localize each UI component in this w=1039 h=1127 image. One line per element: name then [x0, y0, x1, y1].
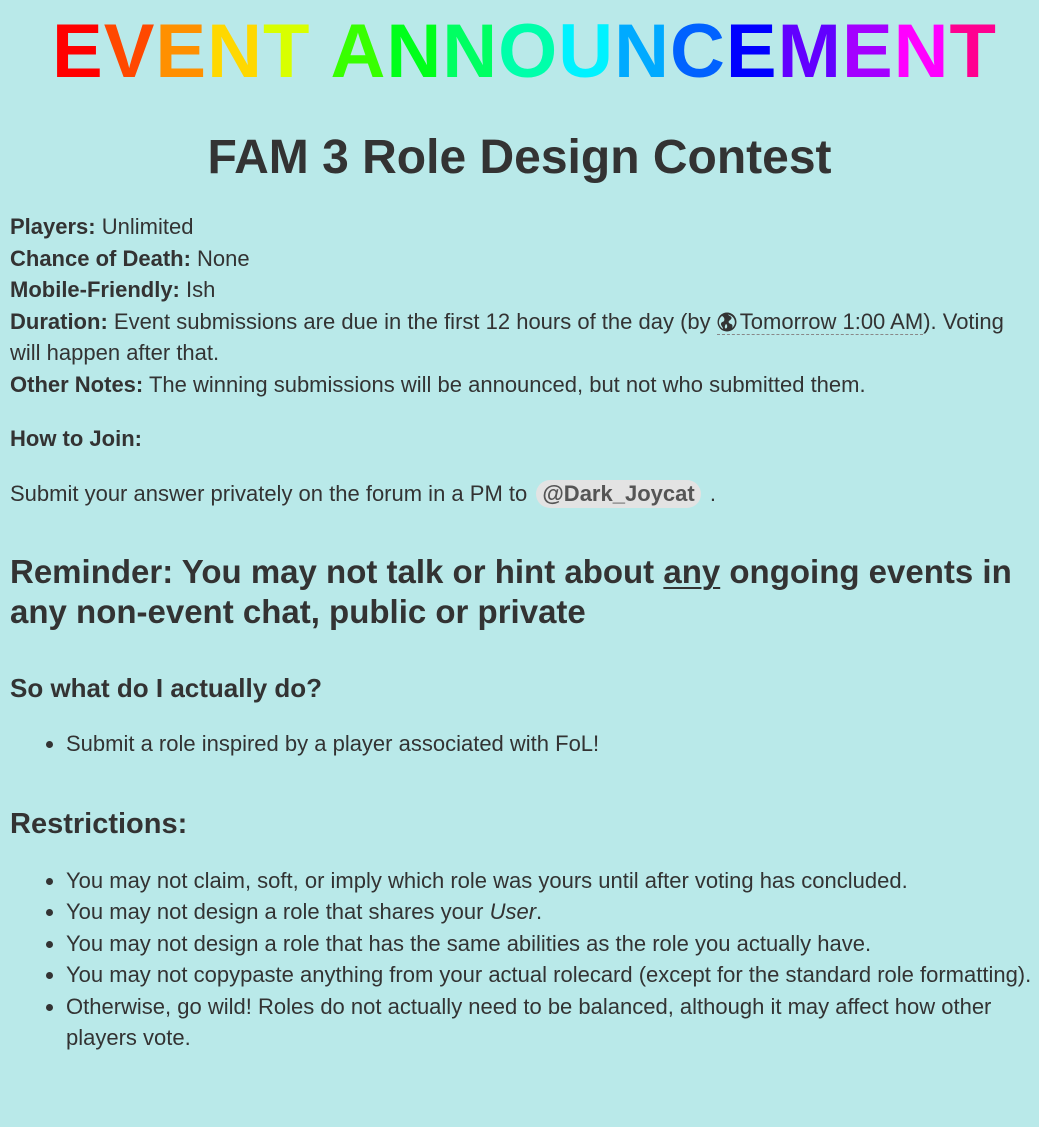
- reminder-text-after: ongoing events in any non-event chat, public or private: [10, 553, 1012, 630]
- banner-letter: A: [330, 9, 387, 94]
- banner-letter: O: [498, 9, 559, 94]
- duration-label: Duration:: [10, 308, 108, 334]
- banner-letter: T: [263, 9, 311, 94]
- mobile-label: Mobile-Friendly:: [10, 277, 180, 302]
- reminder-text-before: Reminder: You may not talk or hint about: [10, 553, 655, 590]
- restrictions-heading: Restrictions:: [10, 807, 188, 840]
- notes-label: Other Notes:: [10, 371, 144, 397]
- globe-icon: [717, 312, 737, 332]
- banner-letter: N: [893, 9, 950, 94]
- how-to-join-heading: How to Join:: [10, 426, 142, 451]
- list-item: • You may not design a role that has the same abilities as the role you actually have.: [66, 928, 1039, 960]
- event-announcement-banner: [10, 0, 1039, 96]
- notes-value: The winning submissions will be announced, but not who submitted them.: [148, 371, 866, 397]
- how-to-join-text: [10, 478, 1039, 510]
- list-item: • You may not copypaste anything from your actual rolecard (except for the standard role formatting).: [66, 959, 1039, 991]
- local-time[interactable]: [717, 309, 923, 335]
- death-value: None: [197, 245, 250, 271]
- notes-row: [10, 369, 1039, 401]
- what-to-do-list: [10, 728, 1039, 760]
- list-item: [66, 896, 1039, 928]
- banner-letter: V: [103, 9, 156, 94]
- death-row: [10, 243, 1039, 275]
- banner-letter: M: [777, 9, 842, 94]
- page-title: FAM 3 Role Design Contest: [207, 131, 832, 184]
- players-row: [10, 211, 1039, 243]
- banner-letter: U: [558, 9, 615, 94]
- banner-letter: N: [207, 9, 264, 94]
- death-label: Chance of Death:: [10, 245, 191, 271]
- mobile-value: Ish: [186, 277, 216, 302]
- what-to-do-heading: So what do I actually do?: [10, 673, 323, 703]
- banner-letter: E: [725, 9, 778, 94]
- duration-text-before: Event submissions are due in the first 12 hours of the day (by: [113, 308, 711, 334]
- banner-space: [310, 14, 330, 90]
- banner-letter: N: [386, 9, 443, 94]
- restriction-2-after: .: [536, 899, 543, 924]
- join-text-after: .: [709, 480, 716, 506]
- reminder-underlined: any: [663, 553, 721, 590]
- list-item: • You may not claim, soft, or imply which role was yours until after voting has concluded.: [66, 865, 1039, 897]
- banner-letter: N: [614, 9, 671, 94]
- players-value: Unlimited: [101, 214, 194, 239]
- banner-letter: E: [52, 9, 104, 94]
- event-details: [10, 211, 1039, 400]
- restriction-2-emphasis: User: [489, 899, 537, 924]
- restriction-2-before: You may not design a role that shares your: [66, 899, 484, 924]
- banner-letter: C: [670, 9, 726, 94]
- banner-letter: T: [949, 9, 997, 94]
- banner-letter: E: [155, 9, 208, 94]
- reminder-heading: [10, 552, 1039, 632]
- players-label: Players:: [10, 214, 96, 239]
- restrictions-list: [10, 865, 1039, 1054]
- duration-row: [10, 306, 1039, 369]
- list-item: • Submit a role inspired by a player associated with FoL!: [66, 728, 1039, 760]
- local-time-label: Tomorrow 1:00 AM: [739, 308, 924, 334]
- list-item: • Otherwise, go wild! Roles do not actually need to be balanced, although it may affect how other players vote.: [66, 991, 1039, 1054]
- join-text-before: Submit your answer privately on the forum in a PM to: [10, 480, 528, 506]
- banner-letter: N: [442, 9, 499, 94]
- duration-text-after: ). Voting will happen after that.: [10, 308, 1004, 365]
- user-mention-link[interactable]: @Dark_Joycat: [536, 480, 700, 508]
- mobile-row: [10, 274, 1039, 306]
- banner-letter: E: [841, 9, 894, 94]
